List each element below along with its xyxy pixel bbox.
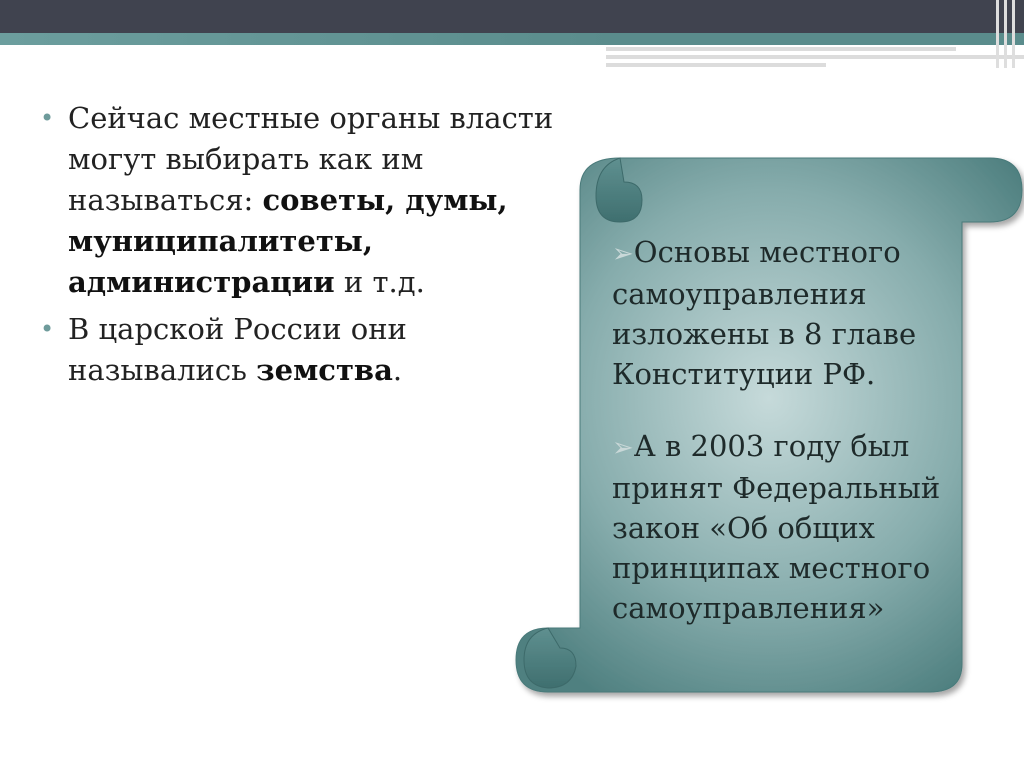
scroll-content bbox=[612, 232, 962, 660]
scroll-list-item bbox=[612, 232, 962, 394]
scroll-item-text: Основы местного самоуправления изложены в 8 главе Конституции РФ. bbox=[612, 235, 917, 391]
bullet-dot-icon: • bbox=[40, 104, 55, 132]
bullet-dot-icon: • bbox=[40, 315, 55, 343]
scroll-item-text: А в 2003 году был принят Федеральный закон «Об общих принципах местного самоуправления» bbox=[612, 429, 941, 625]
arrow-bullet-icon: ➢ bbox=[612, 433, 634, 463]
bullet-text: В царской России они назывались земства. bbox=[68, 312, 407, 387]
arrow-bullet-icon: ➢ bbox=[612, 239, 634, 269]
bullet-text: Сейчас местные органы власти могут выбирать как им называться: советы, думы, муниципалитеты, администрации и т.д. bbox=[68, 101, 554, 299]
scroll-list-item bbox=[612, 426, 962, 628]
